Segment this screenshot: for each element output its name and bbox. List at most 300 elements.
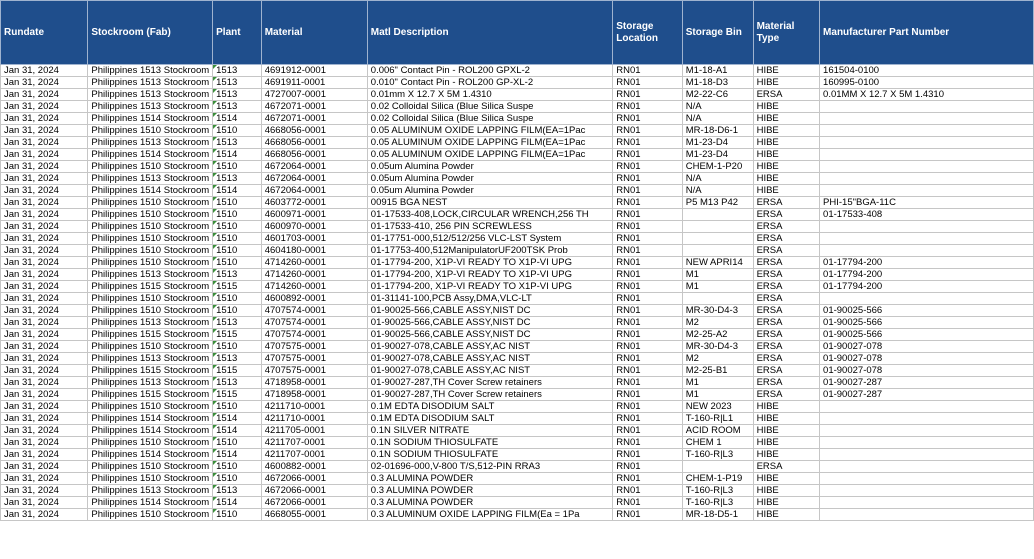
cell-plant[interactable]: 1510 [213, 341, 262, 353]
cell-storage-bin[interactable]: M1 [682, 281, 753, 293]
cell-matl-description[interactable]: 01-31141-100,PCB Assy,DMA,VLC-LT [367, 293, 612, 305]
cell-storage-location[interactable]: RN01 [613, 293, 682, 305]
cell-plant[interactable]: 1510 [213, 437, 262, 449]
cell-material-type[interactable]: ERSA [753, 461, 819, 473]
cell-storage-bin[interactable]: T-160-R|L3 [682, 485, 753, 497]
cell-matl-description[interactable]: 0.05um Alumina Powder [367, 185, 612, 197]
cell-material[interactable]: 4211705-0001 [261, 425, 367, 437]
cell-plant[interactable]: 1515 [213, 389, 262, 401]
cell-matl-description[interactable]: 0.3 ALUMINUM OXIDE LAPPING FILM(Ea = 1Pa [367, 509, 612, 521]
cell-material-type[interactable]: ERSA [753, 221, 819, 233]
cell-matl-description[interactable]: 01-90025-566,CABLE ASSY,NIST DC [367, 329, 612, 341]
cell-stockroom[interactable]: Philippines 1514 Stockroom [88, 185, 213, 197]
cell-material-type[interactable]: ERSA [753, 269, 819, 281]
cell-storage-location[interactable]: RN01 [613, 233, 682, 245]
cell-stockroom[interactable]: Philippines 1514 Stockroom [88, 425, 213, 437]
cell-plant[interactable]: 1515 [213, 365, 262, 377]
cell-manufacturer-part-number[interactable]: 01-90027-078 [820, 353, 1034, 365]
cell-plant[interactable]: 1510 [213, 293, 262, 305]
cell-stockroom[interactable]: Philippines 1513 Stockroom [88, 485, 213, 497]
cell-plant[interactable]: 1510 [213, 197, 262, 209]
cell-matl-description[interactable]: 00915 BGA NEST [367, 197, 612, 209]
cell-rundate[interactable]: Jan 31, 2024 [1, 413, 88, 425]
cell-rundate[interactable]: Jan 31, 2024 [1, 341, 88, 353]
cell-storage-bin[interactable]: M2 [682, 353, 753, 365]
cell-storage-location[interactable]: RN01 [613, 161, 682, 173]
cell-stockroom[interactable]: Philippines 1513 Stockroom [88, 101, 213, 113]
cell-material[interactable]: 4707574-0001 [261, 329, 367, 341]
cell-storage-bin[interactable]: P5 M13 P42 [682, 197, 753, 209]
cell-material-type[interactable]: HIBE [753, 413, 819, 425]
cell-rundate[interactable]: Jan 31, 2024 [1, 221, 88, 233]
cell-plant[interactable]: 1513 [213, 173, 262, 185]
cell-rundate[interactable]: Jan 31, 2024 [1, 197, 88, 209]
cell-storage-location[interactable]: RN01 [613, 89, 682, 101]
cell-matl-description[interactable]: 01-90025-566,CABLE ASSY,NIST DC [367, 317, 612, 329]
cell-material[interactable]: 4600971-0001 [261, 209, 367, 221]
cell-stockroom[interactable]: Philippines 1510 Stockroom [88, 125, 213, 137]
cell-manufacturer-part-number[interactable] [820, 245, 1034, 257]
cell-material-type[interactable]: HIBE [753, 65, 819, 77]
cell-material-type[interactable]: HIBE [753, 173, 819, 185]
cell-stockroom[interactable]: Philippines 1515 Stockroom [88, 365, 213, 377]
cell-material-type[interactable]: HIBE [753, 125, 819, 137]
cell-plant[interactable]: 1510 [213, 509, 262, 521]
cell-rundate[interactable]: Jan 31, 2024 [1, 401, 88, 413]
cell-stockroom[interactable]: Philippines 1510 Stockroom [88, 221, 213, 233]
cell-matl-description[interactable]: 0.010" Contact Pin - ROL200 GP-XL-2 [367, 77, 612, 89]
cell-storage-location[interactable]: RN01 [613, 173, 682, 185]
cell-storage-location[interactable]: RN01 [613, 341, 682, 353]
cell-plant[interactable]: 1514 [213, 449, 262, 461]
cell-storage-location[interactable]: RN01 [613, 509, 682, 521]
cell-storage-bin[interactable]: ACID ROOM [682, 425, 753, 437]
cell-plant[interactable]: 1510 [213, 257, 262, 269]
cell-plant[interactable]: 1514 [213, 425, 262, 437]
cell-matl-description[interactable]: 0.006" Contact Pin - ROL200 GPXL-2 [367, 65, 612, 77]
cell-storage-bin[interactable]: N/A [682, 173, 753, 185]
cell-plant[interactable]: 1514 [213, 185, 262, 197]
cell-material-type[interactable]: ERSA [753, 257, 819, 269]
cell-storage-location[interactable]: RN01 [613, 269, 682, 281]
cell-matl-description[interactable]: 01-90027-078,CABLE ASSY,AC NIST [367, 353, 612, 365]
cell-manufacturer-part-number[interactable]: 01-90027-078 [820, 365, 1034, 377]
cell-matl-description[interactable]: 0.1N SODIUM THIOSULFATE [367, 449, 612, 461]
cell-manufacturer-part-number[interactable]: 0.01MM X 12.7 X 5M 1.4310 [820, 89, 1034, 101]
cell-matl-description[interactable]: 01-90027-287,TH Cover Screw retainers [367, 377, 612, 389]
cell-stockroom[interactable]: Philippines 1515 Stockroom [88, 329, 213, 341]
cell-material-type[interactable]: ERSA [753, 341, 819, 353]
cell-storage-bin[interactable] [682, 245, 753, 257]
cell-manufacturer-part-number[interactable] [820, 149, 1034, 161]
cell-manufacturer-part-number[interactable]: 01-90027-287 [820, 389, 1034, 401]
cell-stockroom[interactable]: Philippines 1515 Stockroom [88, 281, 213, 293]
cell-material[interactable]: 4718958-0001 [261, 377, 367, 389]
cell-material-type[interactable]: ERSA [753, 389, 819, 401]
cell-plant[interactable]: 1514 [213, 113, 262, 125]
cell-matl-description[interactable]: 01-90027-287,TH Cover Screw retainers [367, 389, 612, 401]
cell-material[interactable]: 4727007-0001 [261, 89, 367, 101]
cell-storage-bin[interactable]: CHEM-1-P19 [682, 473, 753, 485]
cell-stockroom[interactable]: Philippines 1514 Stockroom [88, 149, 213, 161]
cell-storage-bin[interactable]: M1-23-D4 [682, 137, 753, 149]
cell-material[interactable]: 4668056-0001 [261, 137, 367, 149]
cell-matl-description[interactable]: 01-17753-400,512ManipulatorUF200TSK Prob [367, 245, 612, 257]
cell-rundate[interactable]: Jan 31, 2024 [1, 65, 88, 77]
cell-material-type[interactable]: HIBE [753, 497, 819, 509]
cell-storage-location[interactable]: RN01 [613, 389, 682, 401]
cell-matl-description[interactable]: 0.05 ALUMINUM OXIDE LAPPING FILM(EA=1Pac [367, 149, 612, 161]
cell-manufacturer-part-number[interactable] [820, 437, 1034, 449]
cell-manufacturer-part-number[interactable] [820, 461, 1034, 473]
cell-storage-bin[interactable]: MR-18-D5-1 [682, 509, 753, 521]
cell-stockroom[interactable]: Philippines 1514 Stockroom [88, 497, 213, 509]
cell-storage-location[interactable]: RN01 [613, 401, 682, 413]
cell-manufacturer-part-number[interactable] [820, 101, 1034, 113]
cell-stockroom[interactable]: Philippines 1510 Stockroom [88, 197, 213, 209]
cell-manufacturer-part-number[interactable] [820, 137, 1034, 149]
header-manufacturer-part-number[interactable]: Manufacturer Part Number [820, 1, 1034, 65]
cell-matl-description[interactable]: 01-17533-408,LOCK,CIRCULAR WRENCH,256 TH [367, 209, 612, 221]
cell-storage-location[interactable]: RN01 [613, 425, 682, 437]
cell-storage-bin[interactable]: M1-18-A1 [682, 65, 753, 77]
cell-material-type[interactable]: HIBE [753, 425, 819, 437]
cell-storage-location[interactable]: RN01 [613, 197, 682, 209]
cell-storage-location[interactable]: RN01 [613, 317, 682, 329]
cell-plant[interactable]: 1513 [213, 89, 262, 101]
cell-stockroom[interactable]: Philippines 1510 Stockroom [88, 341, 213, 353]
cell-storage-bin[interactable]: M2-25-A2 [682, 329, 753, 341]
cell-material[interactable]: 4603772-0001 [261, 197, 367, 209]
cell-material-type[interactable]: ERSA [753, 89, 819, 101]
cell-manufacturer-part-number[interactable]: 01-90025-566 [820, 305, 1034, 317]
cell-material-type[interactable]: HIBE [753, 437, 819, 449]
cell-storage-bin[interactable]: MR-30-D4-3 [682, 341, 753, 353]
cell-rundate[interactable]: Jan 31, 2024 [1, 473, 88, 485]
cell-material-type[interactable]: ERSA [753, 293, 819, 305]
cell-stockroom[interactable]: Philippines 1513 Stockroom [88, 353, 213, 365]
cell-matl-description[interactable]: 0.3 ALUMINA POWDER [367, 473, 612, 485]
cell-storage-bin[interactable]: M1-18-D3 [682, 77, 753, 89]
cell-material[interactable]: 4691911-0001 [261, 77, 367, 89]
cell-stockroom[interactable]: Philippines 1514 Stockroom [88, 113, 213, 125]
cell-matl-description[interactable]: 0.1N SODIUM THIOSULFATE [367, 437, 612, 449]
cell-rundate[interactable]: Jan 31, 2024 [1, 77, 88, 89]
cell-material-type[interactable]: HIBE [753, 449, 819, 461]
cell-material-type[interactable]: HIBE [753, 509, 819, 521]
cell-manufacturer-part-number[interactable]: 01-17794-200 [820, 269, 1034, 281]
header-material[interactable]: Material [261, 1, 367, 65]
cell-storage-bin[interactable]: M1 [682, 377, 753, 389]
cell-material-type[interactable]: HIBE [753, 473, 819, 485]
header-rundate[interactable]: Rundate [1, 1, 88, 65]
cell-matl-description[interactable]: 0.02 Colloidal Silica (Blue Silica Suspe [367, 101, 612, 113]
cell-storage-location[interactable]: RN01 [613, 209, 682, 221]
cell-manufacturer-part-number[interactable] [820, 173, 1034, 185]
cell-storage-location[interactable]: RN01 [613, 353, 682, 365]
cell-matl-description[interactable]: 0.05 ALUMINUM OXIDE LAPPING FILM(EA=1Pac [367, 125, 612, 137]
cell-storage-location[interactable]: RN01 [613, 413, 682, 425]
cell-plant[interactable]: 1513 [213, 65, 262, 77]
cell-material[interactable]: 4211707-0001 [261, 437, 367, 449]
cell-matl-description[interactable]: 0.1M EDTA DISODIUM SALT [367, 413, 612, 425]
cell-material[interactable]: 4672064-0001 [261, 185, 367, 197]
cell-rundate[interactable]: Jan 31, 2024 [1, 365, 88, 377]
cell-material[interactable]: 4707574-0001 [261, 305, 367, 317]
cell-plant[interactable]: 1510 [213, 245, 262, 257]
cell-stockroom[interactable]: Philippines 1510 Stockroom [88, 209, 213, 221]
cell-matl-description[interactable]: 0.1M EDTA DISODIUM SALT [367, 401, 612, 413]
cell-storage-bin[interactable]: N/A [682, 185, 753, 197]
cell-stockroom[interactable]: Philippines 1510 Stockroom [88, 401, 213, 413]
cell-matl-description[interactable]: 01-17794-200, X1P-VI READY TO X1P-VI UPG [367, 281, 612, 293]
cell-stockroom[interactable]: Philippines 1513 Stockroom [88, 137, 213, 149]
header-stockroom[interactable]: Stockroom (Fab) [88, 1, 213, 65]
cell-material-type[interactable]: ERSA [753, 317, 819, 329]
cell-material-type[interactable]: ERSA [753, 377, 819, 389]
cell-material-type[interactable]: HIBE [753, 161, 819, 173]
cell-storage-bin[interactable]: M1-23-D4 [682, 149, 753, 161]
cell-storage-bin[interactable]: T-160-R|L3 [682, 497, 753, 509]
cell-matl-description[interactable]: 01-90025-566,CABLE ASSY,NIST DC [367, 305, 612, 317]
cell-plant[interactable]: 1510 [213, 233, 262, 245]
cell-material[interactable]: 4707574-0001 [261, 317, 367, 329]
cell-manufacturer-part-number[interactable] [820, 425, 1034, 437]
cell-rundate[interactable]: Jan 31, 2024 [1, 89, 88, 101]
cell-material[interactable]: 4601703-0001 [261, 233, 367, 245]
cell-storage-bin[interactable]: M2 [682, 317, 753, 329]
cell-material[interactable]: 4600892-0001 [261, 293, 367, 305]
cell-manufacturer-part-number[interactable]: 01-90025-566 [820, 317, 1034, 329]
cell-storage-location[interactable]: RN01 [613, 185, 682, 197]
cell-stockroom[interactable]: Philippines 1510 Stockroom [88, 293, 213, 305]
cell-matl-description[interactable]: 01-17533-410, 256 PIN SCREWLESS [367, 221, 612, 233]
cell-material[interactable]: 4714260-0001 [261, 269, 367, 281]
cell-material-type[interactable]: HIBE [753, 137, 819, 149]
cell-plant[interactable]: 1514 [213, 413, 262, 425]
cell-matl-description[interactable]: 0.05 ALUMINUM OXIDE LAPPING FILM(EA=1Pac [367, 137, 612, 149]
cell-material-type[interactable]: HIBE [753, 101, 819, 113]
cell-rundate[interactable]: Jan 31, 2024 [1, 317, 88, 329]
cell-storage-location[interactable]: RN01 [613, 461, 682, 473]
cell-storage-bin[interactable]: MR-30-D4-3 [682, 305, 753, 317]
cell-plant[interactable]: 1513 [213, 485, 262, 497]
cell-rundate[interactable]: Jan 31, 2024 [1, 269, 88, 281]
cell-manufacturer-part-number[interactable]: 01-90027-078 [820, 341, 1034, 353]
cell-matl-description[interactable]: 0.3 ALUMINA POWDER [367, 485, 612, 497]
cell-manufacturer-part-number[interactable] [820, 413, 1034, 425]
cell-rundate[interactable]: Jan 31, 2024 [1, 257, 88, 269]
cell-storage-location[interactable]: RN01 [613, 329, 682, 341]
cell-material-type[interactable]: ERSA [753, 197, 819, 209]
header-matl-description[interactable]: Matl Description [367, 1, 612, 65]
header-material-type[interactable]: Material Type [753, 1, 819, 65]
cell-matl-description[interactable]: 0.02 Colloidal Silica (Blue Silica Suspe [367, 113, 612, 125]
cell-material[interactable]: 4600970-0001 [261, 221, 367, 233]
cell-storage-location[interactable]: RN01 [613, 497, 682, 509]
cell-manufacturer-part-number[interactable] [820, 233, 1034, 245]
cell-plant[interactable]: 1514 [213, 149, 262, 161]
cell-rundate[interactable]: Jan 31, 2024 [1, 233, 88, 245]
cell-storage-bin[interactable]: N/A [682, 101, 753, 113]
cell-matl-description[interactable]: 0.05um Alumina Powder [367, 173, 612, 185]
cell-storage-bin[interactable] [682, 221, 753, 233]
cell-plant[interactable]: 1513 [213, 353, 262, 365]
cell-material-type[interactable]: ERSA [753, 365, 819, 377]
cell-manufacturer-part-number[interactable] [820, 497, 1034, 509]
cell-stockroom[interactable]: Philippines 1510 Stockroom [88, 257, 213, 269]
cell-material[interactable]: 4718958-0001 [261, 389, 367, 401]
cell-material[interactable]: 4604180-0001 [261, 245, 367, 257]
cell-rundate[interactable]: Jan 31, 2024 [1, 377, 88, 389]
cell-matl-description[interactable]: 01-90027-078,CABLE ASSY,AC NIST [367, 365, 612, 377]
cell-storage-bin[interactable]: T-160-R|L3 [682, 449, 753, 461]
cell-material[interactable]: 4707575-0001 [261, 341, 367, 353]
cell-material[interactable]: 4672064-0001 [261, 161, 367, 173]
cell-material-type[interactable]: HIBE [753, 77, 819, 89]
cell-storage-bin[interactable]: N/A [682, 113, 753, 125]
cell-storage-bin[interactable] [682, 293, 753, 305]
cell-stockroom[interactable]: Philippines 1515 Stockroom [88, 389, 213, 401]
cell-plant[interactable]: 1510 [213, 473, 262, 485]
cell-stockroom[interactable]: Philippines 1513 Stockroom [88, 173, 213, 185]
cell-rundate[interactable]: Jan 31, 2024 [1, 149, 88, 161]
cell-stockroom[interactable]: Philippines 1510 Stockroom [88, 461, 213, 473]
cell-plant[interactable]: 1510 [213, 125, 262, 137]
cell-manufacturer-part-number[interactable] [820, 473, 1034, 485]
cell-stockroom[interactable]: Philippines 1510 Stockroom [88, 473, 213, 485]
cell-manufacturer-part-number[interactable]: 01-90027-287 [820, 377, 1034, 389]
cell-stockroom[interactable]: Philippines 1510 Stockroom [88, 245, 213, 257]
cell-storage-location[interactable]: RN01 [613, 125, 682, 137]
cell-stockroom[interactable]: Philippines 1513 Stockroom [88, 65, 213, 77]
cell-storage-location[interactable]: RN01 [613, 473, 682, 485]
cell-manufacturer-part-number[interactable]: 01-17794-200 [820, 281, 1034, 293]
cell-material[interactable]: 4691912-0001 [261, 65, 367, 77]
cell-rundate[interactable]: Jan 31, 2024 [1, 245, 88, 257]
cell-manufacturer-part-number[interactable] [820, 161, 1034, 173]
cell-manufacturer-part-number[interactable] [820, 449, 1034, 461]
cell-material-type[interactable]: ERSA [753, 209, 819, 221]
cell-material[interactable]: 4672066-0001 [261, 485, 367, 497]
cell-storage-location[interactable]: RN01 [613, 281, 682, 293]
cell-storage-location[interactable]: RN01 [613, 305, 682, 317]
cell-plant[interactable]: 1510 [213, 401, 262, 413]
header-storage-bin[interactable]: Storage Bin [682, 1, 753, 65]
cell-material[interactable]: 4600882-0001 [261, 461, 367, 473]
cell-plant[interactable]: 1515 [213, 329, 262, 341]
cell-storage-location[interactable]: RN01 [613, 485, 682, 497]
cell-manufacturer-part-number[interactable] [820, 113, 1034, 125]
cell-storage-location[interactable]: RN01 [613, 221, 682, 233]
cell-storage-bin[interactable]: M2-25-B1 [682, 365, 753, 377]
cell-stockroom[interactable]: Philippines 1513 Stockroom [88, 317, 213, 329]
cell-material-type[interactable]: HIBE [753, 149, 819, 161]
cell-storage-location[interactable]: RN01 [613, 257, 682, 269]
cell-rundate[interactable]: Jan 31, 2024 [1, 509, 88, 521]
cell-rundate[interactable]: Jan 31, 2024 [1, 425, 88, 437]
cell-rundate[interactable]: Jan 31, 2024 [1, 293, 88, 305]
cell-storage-bin[interactable] [682, 209, 753, 221]
cell-material-type[interactable]: ERSA [753, 353, 819, 365]
cell-storage-bin[interactable] [682, 233, 753, 245]
cell-rundate[interactable]: Jan 31, 2024 [1, 353, 88, 365]
cell-manufacturer-part-number[interactable]: 01-17533-408 [820, 209, 1034, 221]
cell-plant[interactable]: 1513 [213, 317, 262, 329]
cell-material-type[interactable]: ERSA [753, 281, 819, 293]
cell-matl-description[interactable]: 01-90027-078,CABLE ASSY,AC NIST [367, 341, 612, 353]
cell-matl-description[interactable]: 01-17794-200, X1P-VI READY TO X1P-VI UPG [367, 269, 612, 281]
cell-stockroom[interactable]: Philippines 1514 Stockroom [88, 413, 213, 425]
cell-material[interactable]: 4668056-0001 [261, 149, 367, 161]
cell-material-type[interactable]: ERSA [753, 305, 819, 317]
cell-plant[interactable]: 1510 [213, 209, 262, 221]
cell-manufacturer-part-number[interactable] [820, 185, 1034, 197]
cell-manufacturer-part-number[interactable] [820, 293, 1034, 305]
cell-rundate[interactable]: Jan 31, 2024 [1, 113, 88, 125]
cell-matl-description[interactable]: 02-01696-000,V-800 T/S,512-PIN RRA3 [367, 461, 612, 473]
cell-plant[interactable]: 1513 [213, 77, 262, 89]
cell-material[interactable]: 4668056-0001 [261, 125, 367, 137]
header-plant[interactable]: Plant [213, 1, 262, 65]
cell-manufacturer-part-number[interactable]: 01-90025-566 [820, 329, 1034, 341]
cell-manufacturer-part-number[interactable] [820, 485, 1034, 497]
cell-manufacturer-part-number[interactable] [820, 221, 1034, 233]
cell-material-type[interactable]: ERSA [753, 329, 819, 341]
cell-plant[interactable]: 1513 [213, 137, 262, 149]
cell-manufacturer-part-number[interactable]: 161504-0100 [820, 65, 1034, 77]
cell-rundate[interactable]: Jan 31, 2024 [1, 281, 88, 293]
cell-manufacturer-part-number[interactable] [820, 401, 1034, 413]
cell-plant[interactable]: 1514 [213, 497, 262, 509]
cell-stockroom[interactable]: Philippines 1510 Stockroom [88, 233, 213, 245]
cell-rundate[interactable]: Jan 31, 2024 [1, 137, 88, 149]
cell-stockroom[interactable]: Philippines 1513 Stockroom [88, 89, 213, 101]
cell-rundate[interactable]: Jan 31, 2024 [1, 101, 88, 113]
cell-rundate[interactable]: Jan 31, 2024 [1, 125, 88, 137]
cell-material[interactable]: 4707575-0001 [261, 353, 367, 365]
cell-rundate[interactable]: Jan 31, 2024 [1, 497, 88, 509]
cell-matl-description[interactable]: 01-17794-200, X1P-VI READY TO X1P-VI UPG [367, 257, 612, 269]
cell-rundate[interactable]: Jan 31, 2024 [1, 449, 88, 461]
cell-stockroom[interactable]: Philippines 1513 Stockroom [88, 77, 213, 89]
cell-material[interactable]: 4672066-0001 [261, 497, 367, 509]
cell-plant[interactable]: 1513 [213, 269, 262, 281]
cell-rundate[interactable]: Jan 31, 2024 [1, 437, 88, 449]
cell-material[interactable]: 4707575-0001 [261, 365, 367, 377]
cell-stockroom[interactable]: Philippines 1510 Stockroom [88, 509, 213, 521]
cell-stockroom[interactable]: Philippines 1510 Stockroom [88, 437, 213, 449]
cell-material-type[interactable]: HIBE [753, 113, 819, 125]
cell-storage-location[interactable]: RN01 [613, 365, 682, 377]
cell-material-type[interactable]: HIBE [753, 185, 819, 197]
cell-storage-bin[interactable]: T-160-R|L1 [682, 413, 753, 425]
cell-manufacturer-part-number[interactable]: 160995-0100 [820, 77, 1034, 89]
cell-material-type[interactable]: HIBE [753, 485, 819, 497]
cell-stockroom[interactable]: Philippines 1514 Stockroom [88, 449, 213, 461]
cell-storage-location[interactable]: RN01 [613, 245, 682, 257]
cell-material-type[interactable]: ERSA [753, 233, 819, 245]
cell-storage-bin[interactable]: CHEM-1-P20 [682, 161, 753, 173]
cell-material-type[interactable]: ERSA [753, 245, 819, 257]
cell-storage-bin[interactable] [682, 461, 753, 473]
cell-material[interactable]: 4668055-0001 [261, 509, 367, 521]
cell-material[interactable]: 4672066-0001 [261, 473, 367, 485]
cell-matl-description[interactable]: 0.3 ALUMINA POWDER [367, 497, 612, 509]
cell-storage-bin[interactable]: NEW 2023 [682, 401, 753, 413]
cell-storage-location[interactable]: RN01 [613, 137, 682, 149]
cell-storage-bin[interactable]: MR-18-D6-1 [682, 125, 753, 137]
